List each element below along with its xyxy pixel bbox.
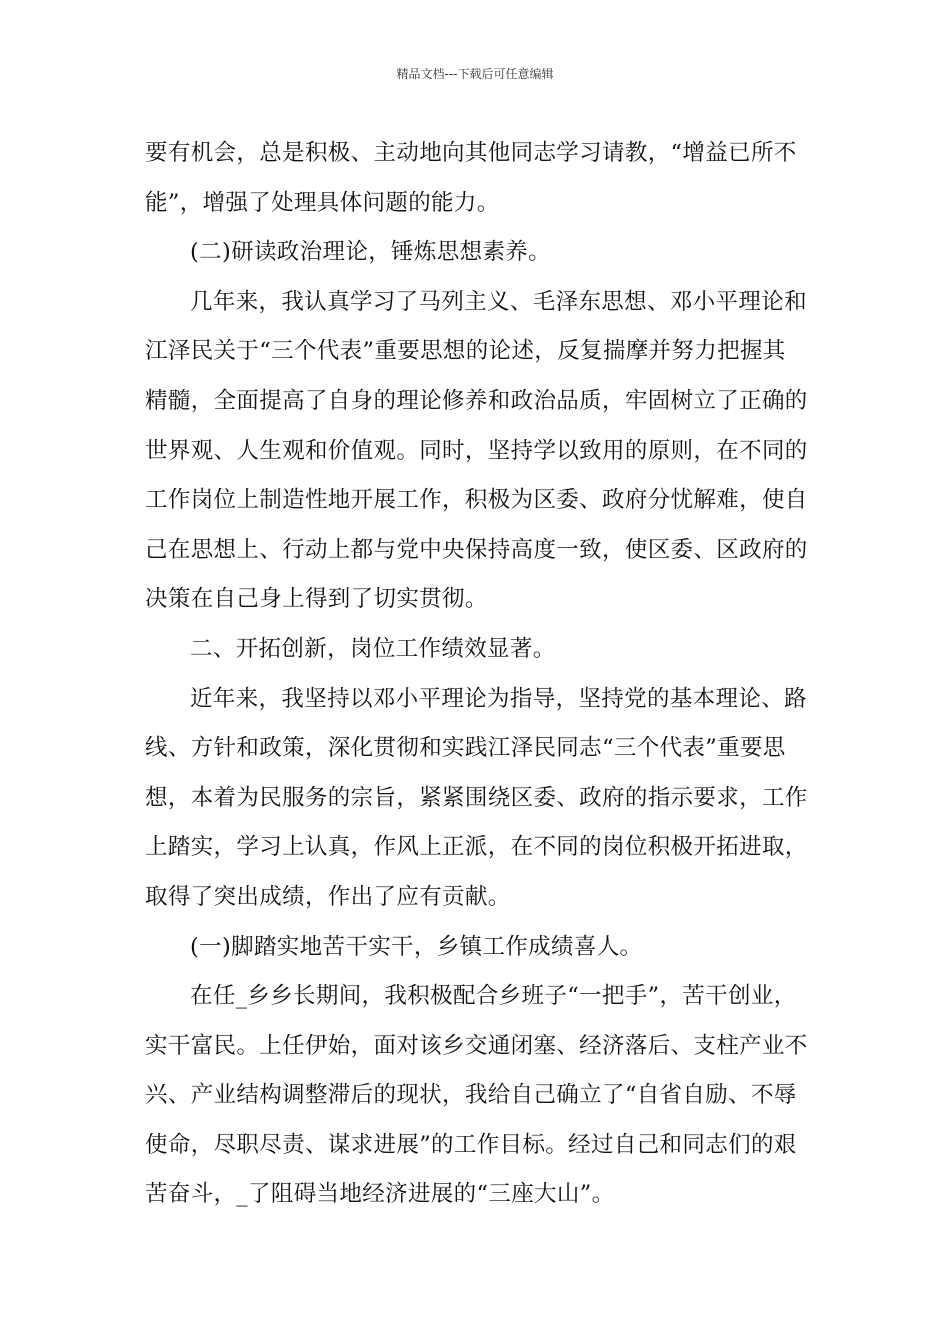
text-line: 近年来，我坚持以邓小平理论为指导，坚持党的基本理论、路 [190,685,807,712]
text-line: 决策在自己身上得到了切实贯彻。 [145,586,488,613]
text-line: 能”，增强了处理具体问题的能力。 [145,189,500,216]
text-line: (二)研读政治理论，锤炼思想素养。 [190,239,552,266]
text-line: 世界观、人生观和价值观。同时，坚持学以致用的原则，在不同的 [145,437,808,464]
page-header: 精品文档---下载后可任意编辑 [396,67,554,81]
text-line: 二、开拓创新，岗位工作绩效显著。 [190,635,556,662]
text-line: 上踏实，学习上认真，作风上正派，在不同的岗位积极开拓进取， [145,834,808,861]
text-line: 己在思想上、行动上都与党中央保持高度一致，使区委、区政府的 [145,536,808,563]
text-line: 线、方针和政策，深化贯彻和实践江泽民同志“三个代表”重要思 [145,735,786,762]
text-line: 工作岗位上制造性地开展工作，积极为区委、政府分忧解难，使自 [145,487,808,514]
text-line: 苦奋斗，_了阻碍当地经济进展的“三座大山”。 [145,1181,615,1208]
text-line: 在任_乡乡长期间，我积极配合乡班子“一把手”，苦干创业， [190,983,797,1010]
text-line: 江泽民关于“三个代表”重要思想的论述，反复揣摩并努力把握其 [145,338,786,365]
text-line: 要有机会，总是积极、主动地向其他同志学习请教，“增益已所不 [145,140,797,166]
text-line: 取得了突出成绩，作出了应有贡献。 [145,883,511,910]
text-line: 实干富民。上任伊始，面对该乡交通闭塞、经济落后、支柱产业不 [145,1032,808,1059]
text-line: 几年来，我认真学习了马列主义、毛泽东思想、邓小平理论和 [190,288,807,315]
text-line: 想，本着为民服务的宗旨，紧紧围绕区委、政府的指示要求，工作 [145,784,808,811]
text-line: 使命，尽职尽责、谋求进展”的工作目标。经过自己和同志们的艰 [145,1131,797,1158]
text-line: 兴、产业结构调整滞后的现状，我给自己确立了“自省自励、不辱 [145,1082,797,1109]
text-line: 精髓，全面提高了自身的理论修养和政治品质，牢固树立了正确的 [145,387,808,414]
text-line: (一)脚踏实地苦干实干，乡镇工作成绩喜人。 [190,933,643,960]
document-body [145,129,810,1220]
